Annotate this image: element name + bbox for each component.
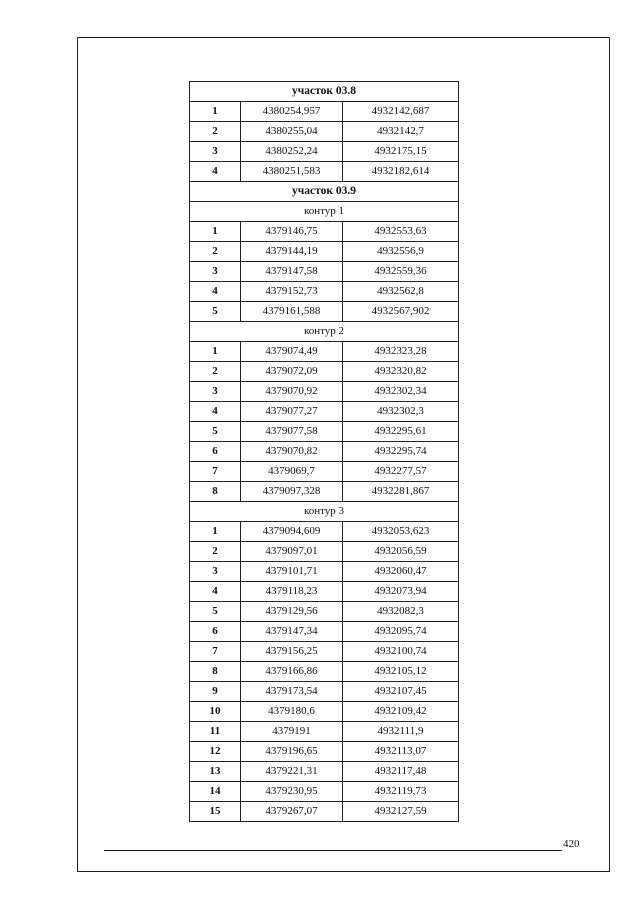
table-row	[190, 722, 459, 742]
x-coordinate-cell: 4379161,588	[241, 302, 343, 322]
table-row	[190, 482, 459, 502]
contour-label: контур 3	[190, 502, 459, 522]
point-number-cell: 3	[190, 262, 241, 282]
table-row	[190, 622, 459, 642]
y-coordinate-cell: 4932056,59	[343, 542, 459, 562]
y-coordinate-cell: 4932113,07	[343, 742, 459, 762]
y-coordinate-cell: 4932142,7	[343, 122, 459, 142]
point-number-cell: 1	[190, 222, 241, 242]
table-row	[190, 602, 459, 622]
table-row	[190, 582, 459, 602]
point-number-cell: 1	[190, 102, 241, 122]
y-coordinate-cell: 4932281,867	[343, 482, 459, 502]
point-number-cell: 1	[190, 342, 241, 362]
table-row	[190, 162, 459, 182]
x-coordinate-cell: 4379069,7	[241, 462, 343, 482]
point-number-cell: 9	[190, 682, 241, 702]
x-coordinate-cell: 4379101,71	[241, 562, 343, 582]
x-coordinate-cell: 4379129,56	[241, 602, 343, 622]
table-row	[190, 742, 459, 762]
y-coordinate-cell: 4932182,614	[343, 162, 459, 182]
x-coordinate-cell: 4380252,24	[241, 142, 343, 162]
footer-rule	[104, 850, 562, 851]
section-title: участок 03.8	[190, 82, 459, 102]
table-row	[190, 342, 459, 362]
x-coordinate-cell: 4379077,58	[241, 422, 343, 442]
table-row	[190, 642, 459, 662]
x-coordinate-cell: 4379267,07	[241, 802, 343, 822]
y-coordinate-cell: 4932053,623	[343, 522, 459, 542]
point-number-cell: 2	[190, 542, 241, 562]
y-coordinate-cell: 4932562,8	[343, 282, 459, 302]
table-row	[190, 462, 459, 482]
table-row	[190, 362, 459, 382]
table-row	[190, 222, 459, 242]
table-row	[190, 142, 459, 162]
y-coordinate-cell: 4932095,74	[343, 622, 459, 642]
x-coordinate-cell: 4379173,54	[241, 682, 343, 702]
x-coordinate-cell: 4380251,583	[241, 162, 343, 182]
x-coordinate-cell: 4380254,957	[241, 102, 343, 122]
x-coordinate-cell: 4379152,73	[241, 282, 343, 302]
table-row	[190, 562, 459, 582]
y-coordinate-cell: 4932060,47	[343, 562, 459, 582]
y-coordinate-cell: 4932277,57	[343, 462, 459, 482]
page-number: 420	[563, 838, 580, 850]
point-number-cell: 6	[190, 442, 241, 462]
y-coordinate-cell: 4932553,63	[343, 222, 459, 242]
x-coordinate-cell: 4379230,95	[241, 782, 343, 802]
table-row	[190, 682, 459, 702]
y-coordinate-cell: 4932295,61	[343, 422, 459, 442]
x-coordinate-cell: 4380255,04	[241, 122, 343, 142]
y-coordinate-cell: 4932100,74	[343, 642, 459, 662]
table-row	[190, 102, 459, 122]
contour-header-row	[190, 502, 459, 522]
point-number-cell: 10	[190, 702, 241, 722]
table-row	[190, 302, 459, 322]
contour-header-row	[190, 322, 459, 342]
x-coordinate-cell: 4379146,75	[241, 222, 343, 242]
table-row	[190, 522, 459, 542]
y-coordinate-cell: 4932117,48	[343, 762, 459, 782]
point-number-cell: 12	[190, 742, 241, 762]
point-number-cell: 8	[190, 662, 241, 682]
x-coordinate-cell: 4379072,09	[241, 362, 343, 382]
x-coordinate-cell: 4379147,34	[241, 622, 343, 642]
point-number-cell: 8	[190, 482, 241, 502]
table-row	[190, 702, 459, 722]
point-number-cell: 2	[190, 122, 241, 142]
y-coordinate-cell: 4932073,94	[343, 582, 459, 602]
point-number-cell: 3	[190, 142, 241, 162]
x-coordinate-cell: 4379097,328	[241, 482, 343, 502]
y-coordinate-cell: 4932567,902	[343, 302, 459, 322]
section-header-row	[190, 82, 459, 102]
x-coordinate-cell: 4379221,31	[241, 762, 343, 782]
x-coordinate-cell: 4379070,82	[241, 442, 343, 462]
y-coordinate-cell: 4932111,9	[343, 722, 459, 742]
y-coordinate-cell: 4932119,73	[343, 782, 459, 802]
x-coordinate-cell: 4379156,25	[241, 642, 343, 662]
point-number-cell: 7	[190, 642, 241, 662]
point-number-cell: 4	[190, 162, 241, 182]
x-coordinate-cell: 4379077,27	[241, 402, 343, 422]
table-row	[190, 262, 459, 282]
x-coordinate-cell: 4379180,6	[241, 702, 343, 722]
y-coordinate-cell: 4932320,82	[343, 362, 459, 382]
contour-label: контур 2	[190, 322, 459, 342]
x-coordinate-cell: 4379097,01	[241, 542, 343, 562]
point-number-cell: 3	[190, 562, 241, 582]
table-row	[190, 282, 459, 302]
point-number-cell: 15	[190, 802, 241, 822]
contour-label: контур 1	[190, 202, 459, 222]
section-header-row	[190, 182, 459, 202]
x-coordinate-cell: 4379118,23	[241, 582, 343, 602]
y-coordinate-cell: 4932302,3	[343, 402, 459, 422]
point-number-cell: 2	[190, 362, 241, 382]
table-row	[190, 802, 459, 822]
point-number-cell: 5	[190, 602, 241, 622]
point-number-cell: 6	[190, 622, 241, 642]
y-coordinate-cell: 4932142,687	[343, 102, 459, 122]
y-coordinate-cell: 4932175,15	[343, 142, 459, 162]
table-row	[190, 242, 459, 262]
y-coordinate-cell: 4932109,42	[343, 702, 459, 722]
point-number-cell: 7	[190, 462, 241, 482]
table-row	[190, 422, 459, 442]
y-coordinate-cell: 4932556,9	[343, 242, 459, 262]
y-coordinate-cell: 4932127,59	[343, 802, 459, 822]
coordinates-table	[189, 81, 459, 822]
table-row	[190, 122, 459, 142]
coordinates-table-body	[190, 82, 459, 822]
point-number-cell: 1	[190, 522, 241, 542]
y-coordinate-cell: 4932082,3	[343, 602, 459, 622]
point-number-cell: 11	[190, 722, 241, 742]
x-coordinate-cell: 4379074,49	[241, 342, 343, 362]
y-coordinate-cell: 4932559,36	[343, 262, 459, 282]
table-row	[190, 442, 459, 462]
x-coordinate-cell: 4379070,92	[241, 382, 343, 402]
x-coordinate-cell: 4379191	[241, 722, 343, 742]
y-coordinate-cell: 4932295,74	[343, 442, 459, 462]
table-row	[190, 542, 459, 562]
table-row	[190, 382, 459, 402]
point-number-cell: 4	[190, 582, 241, 602]
y-coordinate-cell: 4932323,28	[343, 342, 459, 362]
x-coordinate-cell: 4379166,86	[241, 662, 343, 682]
point-number-cell: 4	[190, 282, 241, 302]
table-row	[190, 402, 459, 422]
y-coordinate-cell: 4932105,12	[343, 662, 459, 682]
table-row	[190, 782, 459, 802]
y-coordinate-cell: 4932107,45	[343, 682, 459, 702]
table-row	[190, 762, 459, 782]
point-number-cell: 5	[190, 302, 241, 322]
table-row	[190, 662, 459, 682]
point-number-cell: 13	[190, 762, 241, 782]
point-number-cell: 14	[190, 782, 241, 802]
point-number-cell: 5	[190, 422, 241, 442]
x-coordinate-cell: 4379196,65	[241, 742, 343, 762]
x-coordinate-cell: 4379147,58	[241, 262, 343, 282]
section-title: участок 03.9	[190, 182, 459, 202]
point-number-cell: 2	[190, 242, 241, 262]
x-coordinate-cell: 4379094,609	[241, 522, 343, 542]
y-coordinate-cell: 4932302,34	[343, 382, 459, 402]
point-number-cell: 3	[190, 382, 241, 402]
x-coordinate-cell: 4379144,19	[241, 242, 343, 262]
point-number-cell: 4	[190, 402, 241, 422]
contour-header-row	[190, 202, 459, 222]
